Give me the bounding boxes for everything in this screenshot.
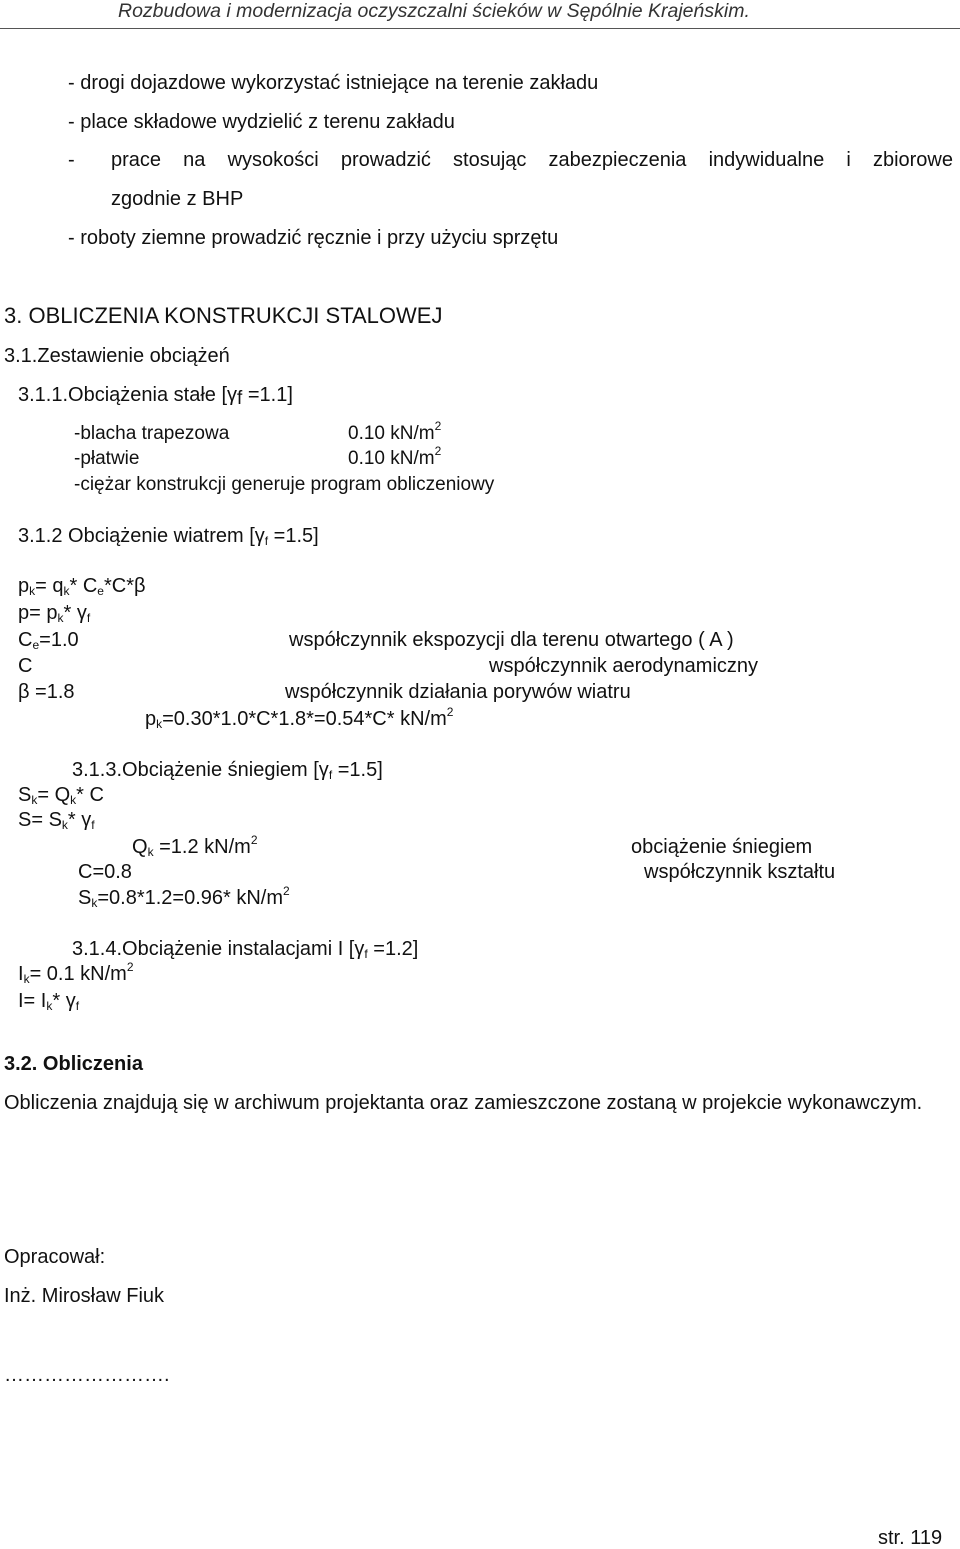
bullet-storage: - place składowe wydzielić z terenu zakładu	[68, 111, 455, 133]
subsection-installations: 3.1.4.Obciążenie instalacjami I $[\gamma_f =1.2]$	[72, 938, 419, 961]
wind-ce-value: $C_e=1.0$	[18, 629, 79, 652]
load-blacha-value: 0.10 $kN/m^2$	[348, 419, 442, 444]
snow-qk-desc: obciążenie śniegiem	[631, 836, 813, 858]
load-platwie-value: 0.10 $kN/m^2$	[348, 444, 442, 469]
wind-beta-label: β =1.8	[18, 681, 75, 703]
calc-body: Obliczenia znajdują się w archiwum projektanta oraz zamieszczone zostaną w projekcie wykonawczym.	[4, 1092, 923, 1114]
header-rule	[0, 28, 960, 29]
snow-sk-result: $S_k=0.8*1.2=0.96*$ $kN/m^2$	[78, 884, 290, 910]
load-blacha-label: -blacha trapezowa	[74, 423, 230, 444]
page-number: str. 119	[878, 1527, 943, 1549]
load-platwie-label: -płatwie	[74, 448, 140, 469]
section-title: 3. OBLICZENIA KONSTRUKCJI STALOWEJ	[4, 303, 443, 328]
load-ciezar: -ciężar konstrukcji generuje program obliczeniowy	[74, 474, 495, 495]
snow-qk: $Q_k =1.2$ $kN/m^2$	[132, 833, 258, 859]
signature-dots: …………………….	[4, 1364, 170, 1386]
bullet-roads: - drogi dojazdowe wykorzystać istniejące na terenie zakładu	[68, 72, 599, 94]
prepared-by-label: Opracował:	[4, 1246, 106, 1268]
wind-formula-pk: $p_k= q_k*$ $C_e*C*\beta$	[18, 575, 146, 598]
subsection-loads: 3.1.Zestawienie obciążeń	[4, 345, 230, 367]
wind-formula-p: $p= p_k*$ $\gamma_f$	[18, 602, 91, 625]
page-header: Rozbudowa i modernizacja oczyszczalni ścieków w Sępólnie Krajeńskim.	[118, 0, 750, 22]
wind-pk-result: $p_k=0.30*1.0*C*1.8*=0.54*C*$ $kN/m^2$	[145, 705, 454, 731]
bullet-heights: prace na wysokości prowadzić stosując zabezpieczenia indywidualne i zbiorowe	[111, 149, 953, 171]
calc-title: 3.2. Obliczenia	[4, 1053, 143, 1075]
snow-c-value: C=0.8	[78, 861, 132, 883]
wind-c-label: C	[18, 655, 33, 677]
install-i: $I= I_k*$ $\gamma_f$	[18, 990, 80, 1013]
subsection-wind: 3.1.2 Obciążenie wiatrem $[\gamma_f =1.5]$	[18, 525, 319, 548]
bullet-heights-cont: zgodnie z BHP	[111, 188, 244, 210]
subsection-snow: 3.1.3.Obciążenie śniegiem $[\gamma_f =1.5]$	[72, 759, 383, 782]
snow-formula-s: $S= S_k*$ $\gamma_f$	[18, 809, 95, 832]
wind-ce-desc: współczynnik ekspozycji dla terenu otwartego ( A )	[289, 629, 734, 651]
bullet-heights-dash: -	[68, 149, 75, 171]
author-name: Inż. Mirosław Fiuk	[4, 1285, 165, 1307]
subsection-permanent: 3.1.1.Obciążenia stałe $[\gamma_f =1.1]$	[18, 384, 293, 409]
wind-beta-desc: współczynnik działania porywów wiatru	[285, 681, 631, 703]
install-ik: $I_k= 0.1$ $kN/m^2$	[18, 960, 134, 986]
wind-c-desc: współczynnik aerodynamiczny	[489, 655, 759, 677]
snow-formula-sk: $S_k= Q_k*$ C	[18, 784, 104, 807]
bullet-earthworks: - roboty ziemne prowadzić ręcznie i przy użyciu sprzętu	[68, 227, 559, 249]
snow-c-desc: współczynnik kształtu	[644, 861, 836, 883]
